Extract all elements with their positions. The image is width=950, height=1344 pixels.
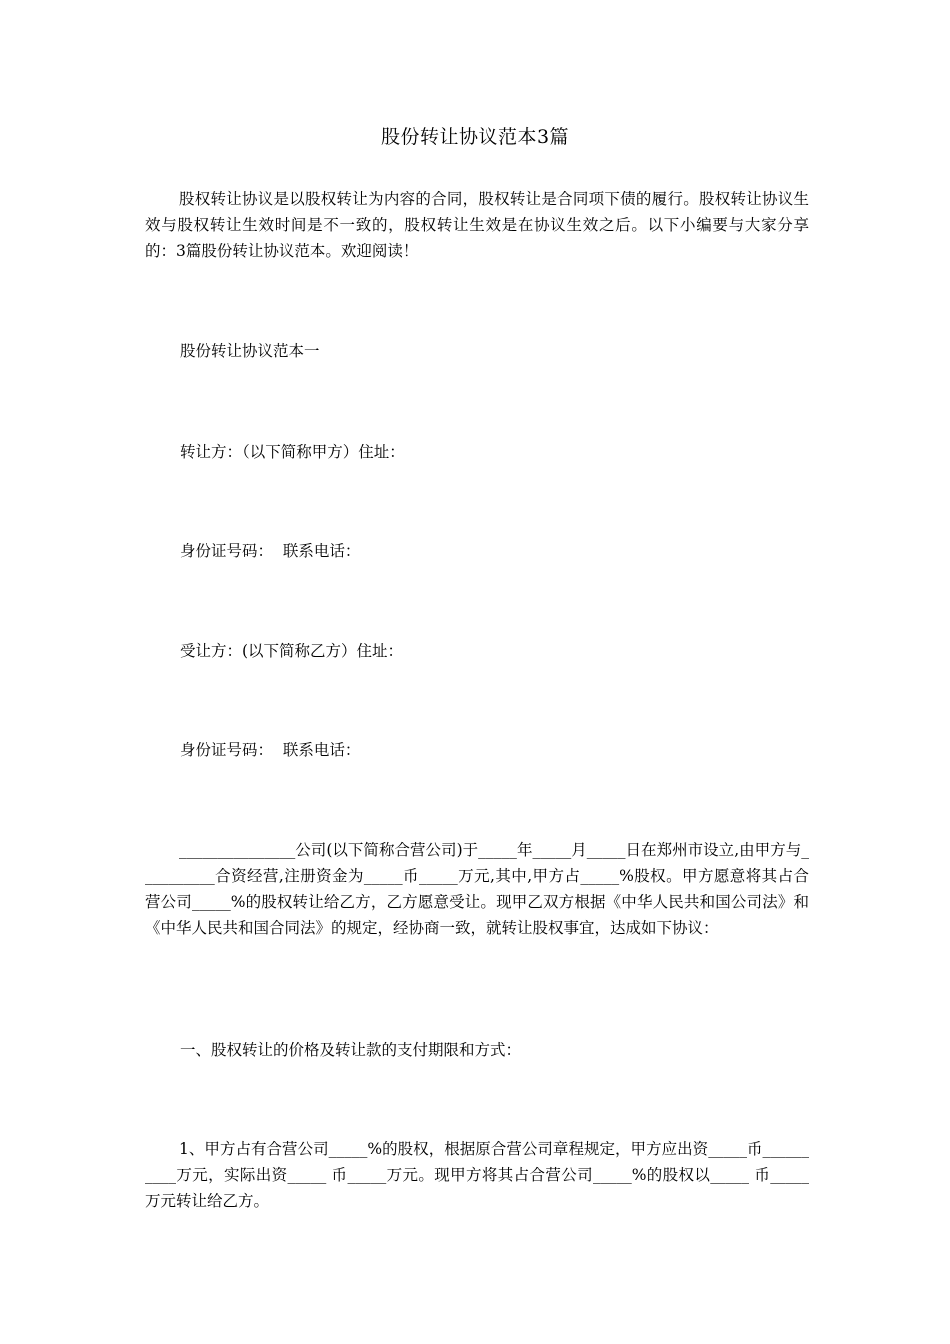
transferee-contact-line: 身份证号码： 联系电话：: [180, 741, 361, 759]
intro-paragraph: 股权转让协议是以股权转让为内容的合同，股权转让是合同项下债的履行。股权转让协议生效与股权转让生效时间是不一致的，股权转让生效是在协议生效之后。以下小编要与大家分享的：3篇股份转让协议范本。欢迎阅读！: [145, 190, 809, 260]
section-title: 股份转让协议范本一: [180, 342, 320, 360]
clause-1-1-paragraph: 1、甲方占有合营公司_____%的股权，根据原合营公司章程规定，甲方应出资_____币__________万元，实际出资_____ 币_____万元。现甲方将其占合营公司_____%的股权以_____ 币_____万元转让给乙方。: [145, 1140, 809, 1210]
clause-1-heading: 一、股权转让的价格及转让款的支付期限和方式：: [180, 1041, 522, 1059]
transferor-contact-line: 身份证号码： 联系电话：: [180, 542, 361, 560]
preamble-paragraph: _______________公司(以下简称合营公司)于_____年_____月_____日在郑州市设立,由甲方与__________合资经营,注册资金为_____币_____万元,其中,甲方占_____%股权。甲方愿意将其占合营公司_____%的股权转让给乙方，乙方愿意受让。现甲乙双方根据《中华人民共和国公司法》和《中华人民共和国合同法》的规定，经协商一致，就转让股权事宜，达成如下协议：: [145, 841, 809, 937]
transferee-line: 受让方：(以下简称乙方）住址：: [180, 642, 404, 660]
document-title: 股份转让协议范本3篇: [380, 126, 570, 148]
transferor-line: 转让方：（以下简称甲方）住址：: [180, 443, 405, 461]
